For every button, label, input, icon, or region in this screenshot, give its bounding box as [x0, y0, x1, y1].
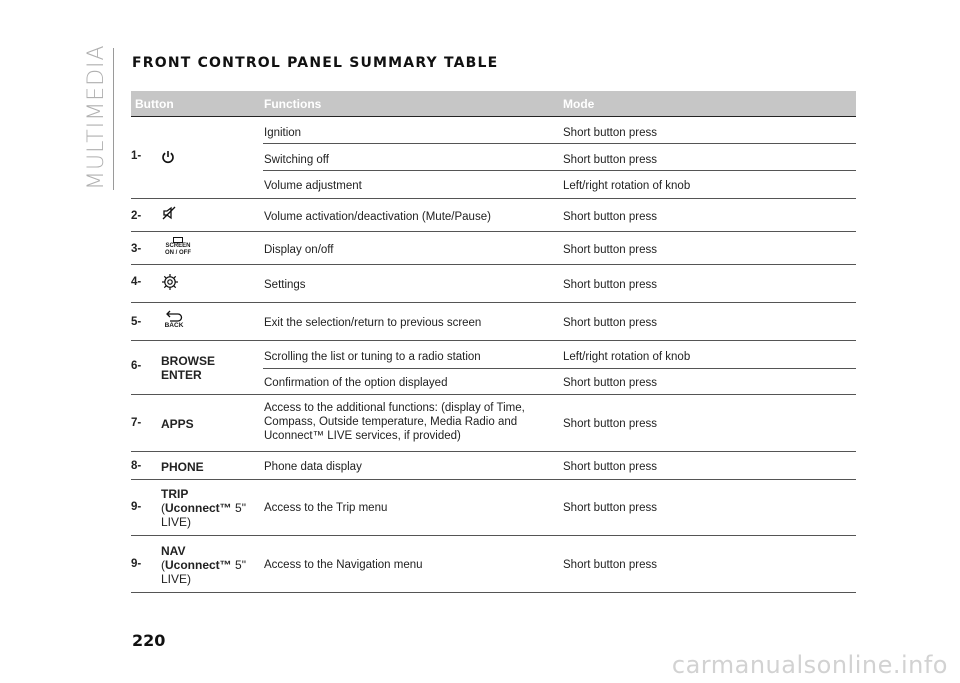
function-text: Exit the selection/return to previous screen [264, 317, 482, 329]
screen-onoff-icon [161, 237, 195, 257]
icon-caption: ON / OFF [165, 250, 191, 256]
sub-size: 5" [231, 558, 246, 572]
function-text: Ignition [264, 127, 302, 139]
row-number: 8- [131, 460, 142, 472]
mode-text: Short button press [563, 317, 657, 329]
button-label-nav [161, 544, 246, 586]
page-title: FRONT CONTROL PANEL SUMMARY TABLE [132, 55, 499, 71]
mute-icon [161, 205, 177, 226]
button-label-line: NAV [161, 544, 186, 558]
function-text: Phone data display [264, 461, 362, 473]
mode-text: Left/right rotation of knob [563, 180, 691, 192]
gear-icon [161, 273, 179, 296]
table-row [131, 199, 856, 232]
power-icon [161, 150, 175, 169]
mode-text: Short button press [563, 502, 657, 514]
row-number: 5- [131, 316, 142, 328]
sub-size: 5" [231, 501, 246, 515]
section-divider [113, 48, 114, 190]
table-row [131, 395, 856, 452]
table-row [131, 265, 856, 303]
function-line: Access to the additional functions: (display of Time, [264, 402, 525, 414]
row-number: 3- [131, 243, 142, 255]
function-text [264, 401, 525, 443]
mode-text: Short button press [563, 154, 657, 166]
row-divider [263, 170, 856, 171]
table-row [131, 536, 856, 593]
section-label: MULTIMEDIA [84, 44, 109, 190]
row-number: 1- [131, 150, 142, 162]
function-text: Settings [264, 279, 306, 291]
table-row [131, 117, 856, 199]
sub-brand: Uconnect™ [165, 501, 232, 515]
mode-text: Short button press [563, 461, 657, 473]
mode-text: Left/right rotation of knob [563, 351, 691, 363]
function-text: Scrolling the list or tuning to a radio station [264, 351, 481, 363]
header-button: Button [135, 97, 174, 111]
row-divider [263, 368, 856, 369]
mode-text: Short button press [563, 279, 657, 291]
mode-text: Short button press [563, 127, 657, 139]
header-functions: Functions [264, 97, 322, 111]
button-label-phone: PHONE [161, 460, 204, 474]
mode-text: Short button press [563, 418, 657, 430]
table-row [131, 341, 856, 395]
page-number: 220 [132, 631, 166, 650]
function-text: Volume activation/deactivation (Mute/Pause) [264, 211, 491, 223]
sub-brand: Uconnect™ [165, 558, 232, 572]
function-text: Display on/off [264, 244, 334, 256]
table-row [131, 232, 856, 265]
mode-text: Short button press [563, 377, 657, 389]
function-text: Access to the Trip menu [264, 502, 388, 514]
row-number: 9- [131, 501, 142, 513]
mode-text: Short button press [563, 211, 657, 223]
function-line: Uconnect™ LIVE services, if provided) [264, 430, 461, 442]
row-divider [263, 143, 856, 144]
section-tab [84, 44, 110, 190]
header-mode: Mode [563, 97, 595, 111]
table-row [131, 452, 856, 480]
button-label-trip [161, 487, 246, 529]
row-number: 6- [131, 360, 142, 372]
row-number: 9- [131, 558, 142, 570]
sub-open: ( [161, 558, 165, 572]
watermark: carmanualsonline.info [671, 651, 948, 679]
sub-open: ( [161, 501, 165, 515]
function-text: Access to the Navigation menu [264, 559, 423, 571]
button-label-line: TRIP [161, 487, 189, 501]
button-sublabel [161, 558, 246, 572]
button-label-line: BROWSE [161, 354, 215, 368]
button-label-apps: APPS [161, 417, 194, 431]
table-header [131, 91, 856, 117]
table-row [131, 480, 856, 536]
row-number: 7- [131, 417, 142, 429]
icon-caption: SCREEN [165, 243, 191, 249]
icon-caption: BACK [164, 322, 184, 329]
table-row [131, 303, 856, 341]
button-label-browse-enter [161, 354, 215, 382]
mode-text: Short button press [563, 559, 657, 571]
back-arrow-icon [161, 310, 187, 330]
function-text: Switching off [264, 154, 329, 166]
button-sublabel-line2: LIVE) [161, 572, 192, 586]
button-sublabel [161, 501, 246, 515]
button-label-line: ENTER [161, 368, 202, 382]
function-text: Volume adjustment [264, 180, 362, 192]
mode-text: Short button press [563, 244, 657, 256]
function-text: Confirmation of the option displayed [264, 377, 448, 389]
summary-table [131, 91, 856, 593]
button-sublabel-line2: LIVE) [161, 515, 192, 529]
row-number: 2- [131, 210, 142, 222]
function-line: Compass, Outside temperature, Media Radio and [264, 416, 518, 428]
row-number: 4- [131, 276, 142, 288]
